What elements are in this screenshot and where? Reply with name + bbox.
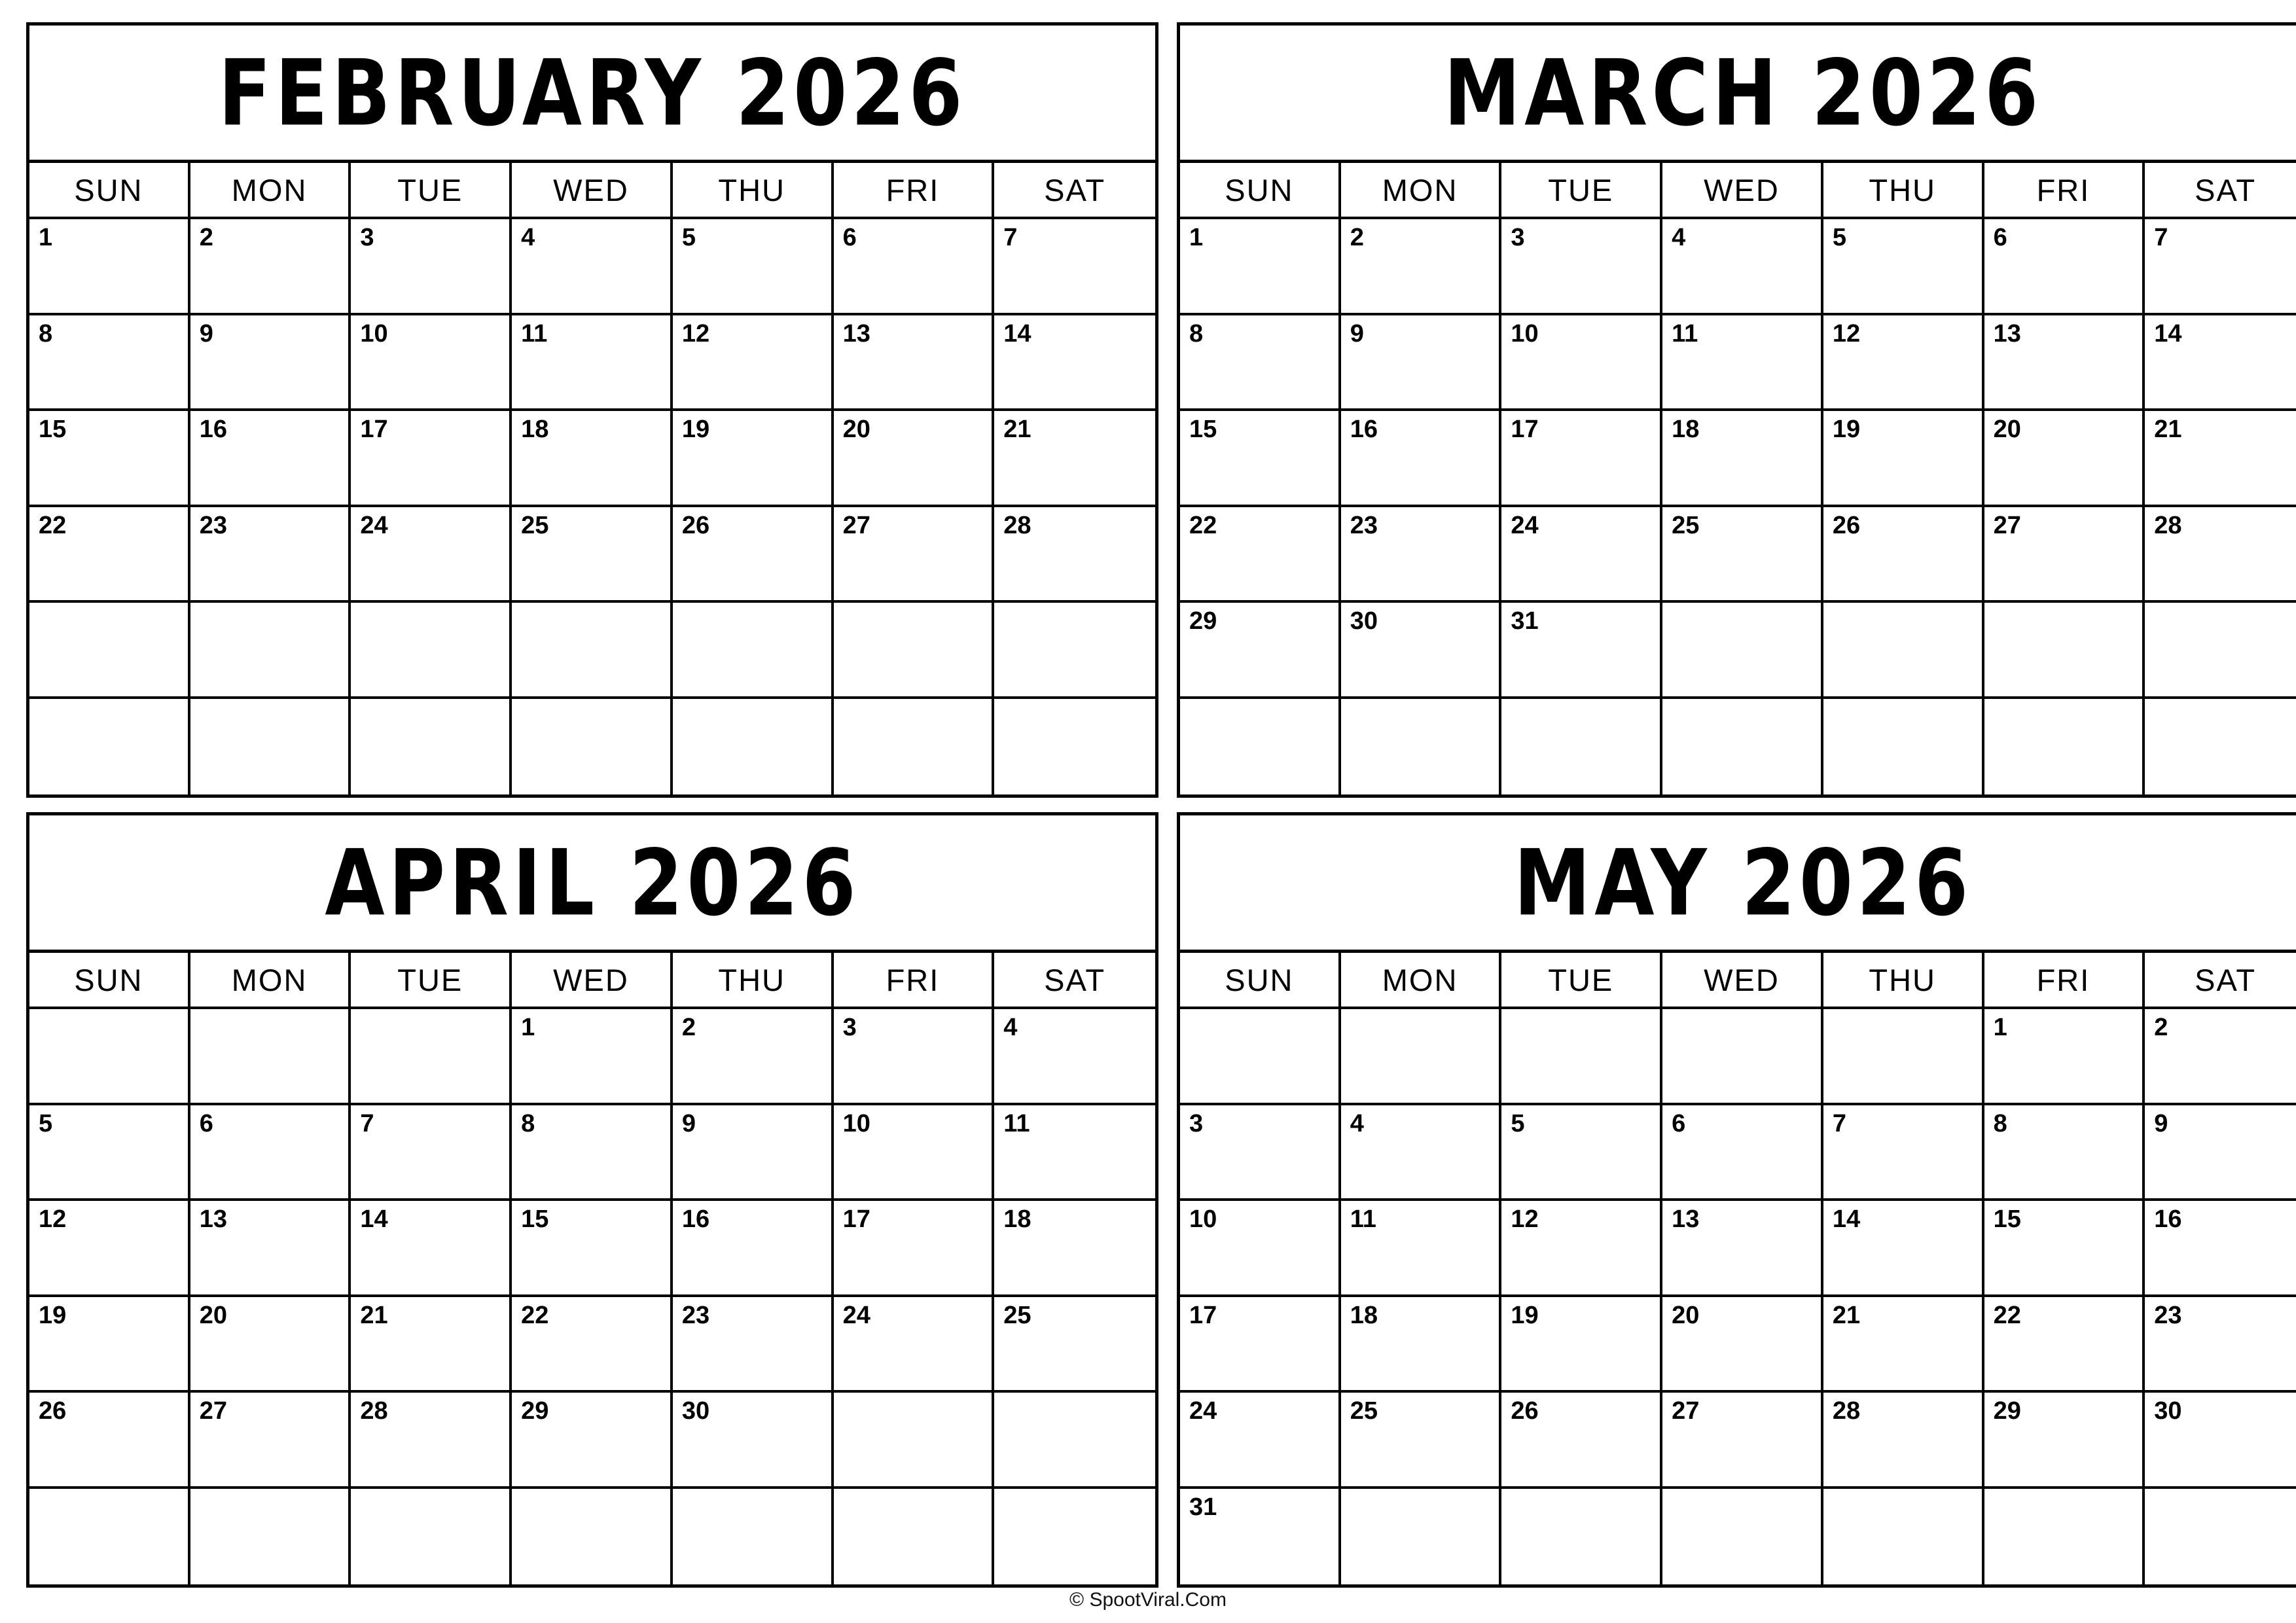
day-cell[interactable]: 13 <box>1662 1201 1823 1294</box>
weekday-label: WED <box>1662 163 1823 217</box>
week-row <box>1180 507 2296 603</box>
week-row <box>29 1489 1155 1585</box>
weekday-label: THU <box>673 163 834 217</box>
day-cell[interactable]: 6 <box>190 1105 351 1199</box>
day-cell-empty[interactable] <box>1823 1489 1984 1585</box>
day-cell[interactable]: 31 <box>1501 603 1662 696</box>
day-cell[interactable]: 13 <box>834 315 995 409</box>
weekday-label: FRI <box>1984 953 2145 1007</box>
day-cell[interactable]: 14 <box>351 1201 512 1294</box>
day-cell[interactable]: 12 <box>673 315 834 409</box>
day-cell-empty[interactable] <box>1341 1009 1502 1103</box>
day-cell-empty[interactable] <box>1341 699 1502 795</box>
week-row <box>29 1105 1155 1202</box>
day-cell[interactable]: 22 <box>1984 1297 2145 1391</box>
weeks-body <box>1180 219 2296 794</box>
day-cell-empty[interactable] <box>29 1489 190 1585</box>
week-row <box>29 1201 1155 1297</box>
day-cell-empty[interactable] <box>834 1393 995 1486</box>
weekday-label: TUE <box>1501 163 1662 217</box>
day-cell-empty[interactable] <box>994 1393 1155 1486</box>
day-cell-empty[interactable] <box>834 699 995 795</box>
day-cell[interactable]: 7 <box>1003 224 1018 251</box>
weeks-body <box>1180 1009 2296 1584</box>
day-cell[interactable]: 27 <box>190 1393 351 1486</box>
day-cell[interactable]: 23 <box>2154 1301 2182 1329</box>
day-cell[interactable]: 2 <box>1341 219 1502 313</box>
day-cell[interactable]: 8 <box>1984 1105 2145 1199</box>
week-row <box>1180 1009 2296 1105</box>
day-cell[interactable]: 25 <box>1341 1393 1502 1486</box>
day-cell[interactable]: 3 <box>1180 1105 1341 1199</box>
month-calendar <box>1177 22 2296 798</box>
day-cell-empty[interactable] <box>994 1489 1155 1585</box>
day-cell[interactable]: 11 <box>1662 315 1823 409</box>
day-cell[interactable]: 25 <box>1003 1301 1031 1329</box>
weekday-label: SAT <box>2195 172 2257 207</box>
day-cell-empty[interactable] <box>512 603 673 696</box>
week-row <box>29 219 1155 315</box>
day-cell[interactable]: 27 <box>834 507 995 601</box>
day-cell-empty[interactable] <box>1341 1489 1502 1585</box>
day-cell[interactable]: 10 <box>1501 315 1662 409</box>
weekday-label: MON <box>190 163 351 217</box>
week-row <box>29 1393 1155 1489</box>
month-title <box>1180 815 2296 953</box>
week-row <box>1180 603 2296 699</box>
day-cell-empty[interactable] <box>1180 699 1341 795</box>
day-cell[interactable]: 29 <box>1984 1393 2145 1486</box>
day-cell[interactable]: 20 <box>1984 411 2145 505</box>
day-cell[interactable]: 16 <box>673 1201 834 1294</box>
day-cell[interactable]: 28 <box>351 1393 512 1486</box>
weekday-header-row <box>1180 163 2296 219</box>
weekday-label: SUN <box>1180 163 1341 217</box>
day-cell[interactable]: 20 <box>1662 1297 1823 1391</box>
day-cell-empty[interactable] <box>190 699 351 795</box>
week-row <box>1180 1297 2296 1393</box>
day-cell[interactable]: 3 <box>1501 219 1662 313</box>
day-cell[interactable]: 11 <box>1003 1109 1030 1137</box>
month-title <box>29 815 1155 953</box>
day-cell[interactable]: 15 <box>1984 1201 2145 1294</box>
day-cell[interactable]: 30 <box>1341 603 1502 696</box>
day-cell[interactable]: 4 <box>1003 1014 1018 1041</box>
day-cell[interactable]: 26 <box>673 507 834 601</box>
day-cell[interactable]: 30 <box>673 1393 834 1486</box>
day-cell[interactable]: 13 <box>1984 315 2145 409</box>
month-title-text: MARCH 2026 <box>1443 39 2043 146</box>
day-cell[interactable]: 17 <box>834 1201 995 1294</box>
day-cell[interactable]: 30 <box>2154 1397 2182 1425</box>
day-cell[interactable]: 19 <box>673 411 834 505</box>
weekday-label: SAT <box>1044 962 1106 997</box>
day-cell[interactable]: 18 <box>512 411 673 505</box>
day-cell[interactable]: 7 <box>1823 1105 1984 1199</box>
day-cell-empty[interactable] <box>190 603 351 696</box>
day-cell-empty[interactable] <box>2145 1489 2296 1585</box>
day-cell[interactable]: 5 <box>1501 1105 1662 1199</box>
weekday-label: THU <box>673 953 834 1007</box>
day-cell[interactable]: 1 <box>1984 1009 2145 1103</box>
day-cell[interactable]: 16 <box>2154 1205 2182 1233</box>
day-cell-empty[interactable] <box>1823 603 1984 696</box>
weekday-label: SUN <box>29 163 190 217</box>
day-cell[interactable]: 9 <box>190 315 351 409</box>
day-cell[interactable]: 28 <box>1823 1393 1984 1486</box>
day-cell-empty[interactable] <box>351 1009 512 1103</box>
weekday-label: FRI <box>1984 163 2145 217</box>
day-cell[interactable]: 19 <box>29 1297 190 1391</box>
day-cell[interactable]: 13 <box>190 1201 351 1294</box>
day-cell-empty[interactable] <box>1501 699 1662 795</box>
day-cell[interactable]: 24 <box>351 507 512 601</box>
day-cell-empty[interactable] <box>673 603 834 696</box>
weekday-label: WED <box>1662 953 1823 1007</box>
day-cell[interactable]: 18 <box>1662 411 1823 505</box>
day-cell-empty[interactable] <box>351 1489 512 1585</box>
weekday-label: SAT <box>2195 962 2257 997</box>
day-cell-empty[interactable] <box>2145 603 2296 696</box>
weekday-header-row <box>1180 953 2296 1009</box>
day-cell[interactable]: 23 <box>1341 507 1502 601</box>
day-cell[interactable]: 18 <box>1003 1205 1031 1233</box>
weekday-header-row <box>29 953 1155 1009</box>
day-cell[interactable]: 9 <box>1341 315 1502 409</box>
day-cell[interactable]: 21 <box>351 1297 512 1391</box>
day-cell[interactable]: 23 <box>673 1297 834 1391</box>
day-cell[interactable]: 5 <box>1823 219 1984 313</box>
day-cell[interactable]: 17 <box>351 411 512 505</box>
day-cell[interactable]: 26 <box>29 1393 190 1486</box>
weeks-body <box>29 1009 1155 1584</box>
weekday-label: WED <box>512 953 673 1007</box>
day-cell[interactable]: 22 <box>1180 507 1341 601</box>
week-row <box>1180 219 2296 315</box>
day-cell[interactable]: 31 <box>1180 1489 1341 1585</box>
day-cell[interactable]: 4 <box>1341 1105 1502 1199</box>
day-cell[interactable]: 3 <box>834 1009 995 1103</box>
week-row <box>1180 1105 2296 1202</box>
day-cell-empty[interactable] <box>1984 1489 2145 1585</box>
day-cell[interactable]: 10 <box>1180 1201 1341 1294</box>
weekday-label: SUN <box>29 953 190 1007</box>
day-cell[interactable]: 6 <box>1662 1105 1823 1199</box>
month-calendar <box>26 22 1158 798</box>
week-row <box>29 1297 1155 1393</box>
day-cell[interactable]: 4 <box>512 219 673 313</box>
day-cell[interactable]: 6 <box>1984 219 2145 313</box>
day-cell[interactable]: 24 <box>1180 1393 1341 1486</box>
day-cell[interactable]: 27 <box>1984 507 2145 601</box>
day-cell-empty[interactable] <box>351 603 512 696</box>
weekday-label: SAT <box>1044 172 1106 207</box>
day-cell-empty[interactable] <box>834 603 995 696</box>
weekday-label: MON <box>1341 953 1502 1007</box>
month-title-text: APRIL 2026 <box>325 829 860 936</box>
week-row <box>29 699 1155 795</box>
week-row <box>1180 699 2296 795</box>
day-cell[interactable]: 8 <box>512 1105 673 1199</box>
day-cell[interactable]: 12 <box>29 1201 190 1294</box>
day-cell-empty[interactable] <box>2145 699 2296 795</box>
day-cell[interactable]: 14 <box>2154 319 2182 348</box>
calendar-grid <box>26 22 2270 1588</box>
day-cell[interactable]: 29 <box>1180 603 1341 696</box>
day-cell[interactable]: 22 <box>512 1297 673 1391</box>
day-cell[interactable]: 9 <box>2154 1109 2168 1137</box>
month-title-text: MAY 2026 <box>1513 829 1973 936</box>
day-cell-empty[interactable] <box>1180 1009 1341 1103</box>
day-cell[interactable]: 24 <box>834 1297 995 1391</box>
day-cell[interactable]: 21 <box>2154 416 2182 443</box>
day-cell[interactable]: 27 <box>1662 1393 1823 1486</box>
day-cell[interactable]: 19 <box>1501 1297 1662 1391</box>
week-row <box>1180 1393 2296 1489</box>
week-row <box>1180 1489 2296 1585</box>
day-cell[interactable]: 9 <box>673 1105 834 1199</box>
day-cell[interactable]: 25 <box>1662 507 1823 601</box>
month-title <box>1180 26 2296 163</box>
weekday-label: WED <box>512 163 673 217</box>
month-calendar <box>1177 812 2296 1588</box>
day-cell[interactable]: 2 <box>673 1009 834 1103</box>
day-cell[interactable]: 1 <box>29 219 190 313</box>
day-cell[interactable]: 17 <box>1180 1297 1341 1391</box>
weekday-label: TUE <box>351 953 512 1007</box>
day-cell[interactable]: 10 <box>351 315 512 409</box>
week-row <box>1180 1201 2296 1297</box>
week-row <box>29 507 1155 603</box>
day-cell[interactable]: 21 <box>1823 1297 1984 1391</box>
day-cell-empty[interactable] <box>1662 603 1823 696</box>
day-cell[interactable]: 29 <box>512 1393 673 1486</box>
day-cell-empty[interactable] <box>29 1009 190 1103</box>
day-cell[interactable]: 1 <box>1180 219 1341 313</box>
day-cell[interactable]: 16 <box>190 411 351 505</box>
day-cell-empty[interactable] <box>673 1489 834 1585</box>
day-cell-empty[interactable] <box>1984 699 2145 795</box>
day-cell-empty[interactable] <box>190 1489 351 1585</box>
day-cell-empty[interactable] <box>1662 1009 1823 1103</box>
day-cell[interactable]: 2 <box>2154 1014 2168 1041</box>
day-cell[interactable]: 15 <box>512 1201 673 1294</box>
day-cell[interactable]: 23 <box>190 507 351 601</box>
day-cell[interactable]: 26 <box>1501 1393 1662 1486</box>
weekday-label: FRI <box>834 953 995 1007</box>
day-cell[interactable]: 7 <box>2154 224 2168 251</box>
day-cell-empty[interactable] <box>29 699 190 795</box>
day-cell[interactable]: 2 <box>190 219 351 313</box>
day-cell-empty[interactable] <box>29 603 190 696</box>
day-cell[interactable]: 11 <box>512 315 673 409</box>
day-cell-empty[interactable] <box>1662 1489 1823 1585</box>
day-cell[interactable]: 11 <box>1341 1201 1502 1294</box>
weeks-body <box>29 219 1155 794</box>
day-cell[interactable]: 26 <box>1823 507 1984 601</box>
day-cell-empty[interactable] <box>1823 1009 1984 1103</box>
week-row <box>29 411 1155 507</box>
week-row <box>29 603 1155 699</box>
month-title <box>29 26 1155 163</box>
weekday-header-row <box>29 163 1155 219</box>
day-cell[interactable]: 22 <box>29 507 190 601</box>
day-cell[interactable]: 16 <box>1341 411 1502 505</box>
week-row <box>1180 315 2296 412</box>
day-cell[interactable]: 14 <box>1003 319 1031 348</box>
weekday-label: MON <box>190 953 351 1007</box>
day-cell[interactable]: 3 <box>351 219 512 313</box>
day-cell[interactable]: 4 <box>1662 219 1823 313</box>
day-cell-empty[interactable] <box>673 699 834 795</box>
day-cell-empty[interactable] <box>1984 603 2145 696</box>
day-cell[interactable]: 6 <box>834 219 995 313</box>
day-cell[interactable]: 5 <box>673 219 834 313</box>
day-cell-empty[interactable] <box>994 699 1155 795</box>
day-cell[interactable]: 14 <box>1823 1201 1984 1294</box>
weekday-label: MON <box>1341 163 1502 217</box>
weekday-label: THU <box>1823 163 1984 217</box>
day-cell-empty[interactable] <box>834 1489 995 1585</box>
week-row <box>1180 411 2296 507</box>
day-cell-empty[interactable] <box>1501 1009 1662 1103</box>
day-cell[interactable]: 15 <box>29 411 190 505</box>
day-cell-empty[interactable] <box>1501 1489 1662 1585</box>
day-cell-empty[interactable] <box>994 603 1155 696</box>
day-cell[interactable]: 10 <box>834 1105 995 1199</box>
footer-credit: © SpootViral.Com <box>1069 1589 1227 1611</box>
day-cell[interactable]: 12 <box>1501 1201 1662 1294</box>
day-cell[interactable]: 25 <box>512 507 673 601</box>
day-cell-empty[interactable] <box>1823 699 1984 795</box>
day-cell[interactable]: 15 <box>1180 411 1341 505</box>
day-cell[interactable]: 7 <box>351 1105 512 1199</box>
month-calendar <box>26 812 1158 1588</box>
month-title-text: FEBRUARY 2026 <box>218 39 967 146</box>
day-cell-empty[interactable] <box>190 1009 351 1103</box>
day-cell[interactable]: 12 <box>1823 315 1984 409</box>
day-cell[interactable]: 1 <box>512 1009 673 1103</box>
day-cell[interactable]: 28 <box>2154 511 2182 539</box>
day-cell[interactable]: 17 <box>1501 411 1662 505</box>
week-row <box>29 1009 1155 1105</box>
day-cell[interactable]: 28 <box>1003 511 1031 539</box>
week-row <box>29 315 1155 412</box>
weekday-label: SUN <box>1180 953 1341 1007</box>
day-cell[interactable]: 18 <box>1341 1297 1502 1391</box>
day-cell[interactable]: 19 <box>1823 411 1984 505</box>
day-cell[interactable]: 24 <box>1501 507 1662 601</box>
weekday-label: FRI <box>834 163 995 217</box>
weekday-label: THU <box>1823 953 1984 1007</box>
day-cell[interactable]: 20 <box>834 411 995 505</box>
day-cell-empty[interactable] <box>512 699 673 795</box>
day-cell[interactable]: 5 <box>29 1105 190 1199</box>
day-cell-empty[interactable] <box>1662 699 1823 795</box>
day-cell[interactable]: 8 <box>29 315 190 409</box>
day-cell[interactable]: 21 <box>1003 416 1031 443</box>
day-cell-empty[interactable] <box>351 699 512 795</box>
weekday-label: TUE <box>351 163 512 217</box>
day-cell-empty[interactable] <box>512 1489 673 1585</box>
day-cell[interactable]: 20 <box>190 1297 351 1391</box>
weekday-label: TUE <box>1501 953 1662 1007</box>
day-cell[interactable]: 8 <box>1180 315 1341 409</box>
